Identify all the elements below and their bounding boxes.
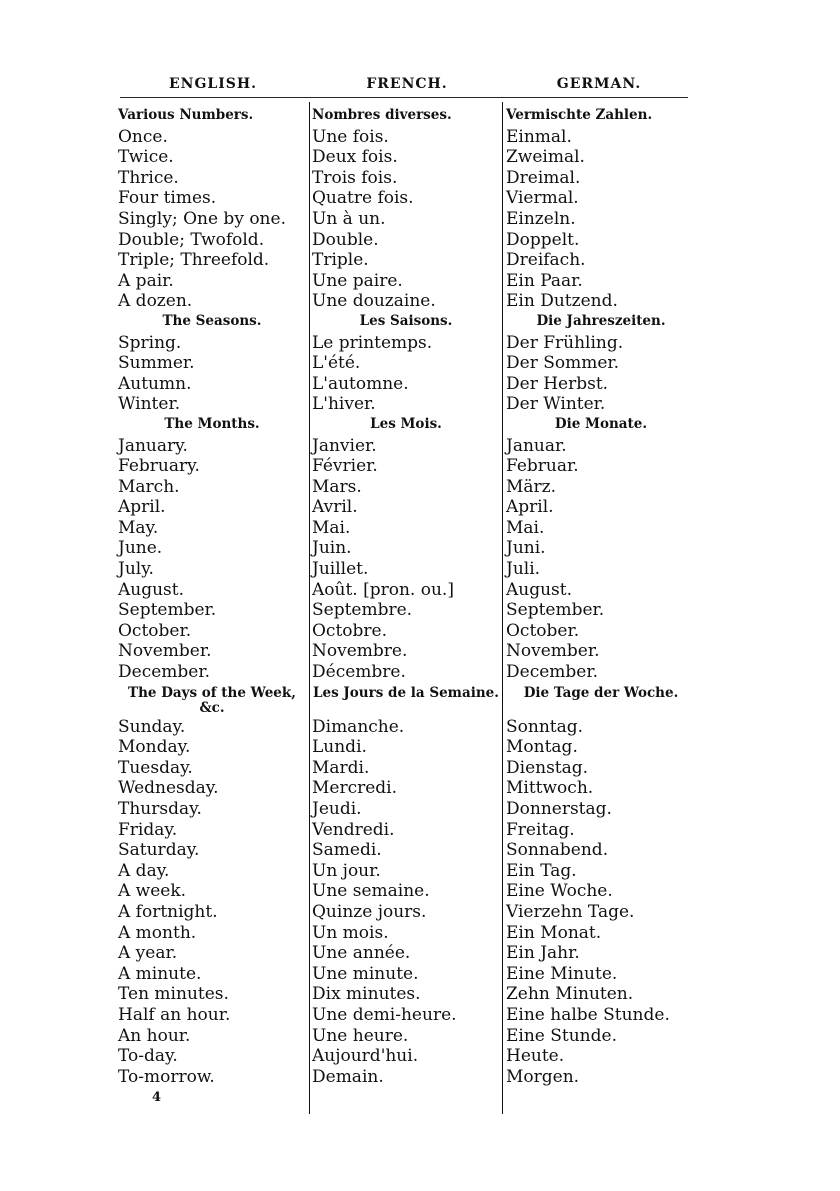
- entry-english: A minute.: [118, 963, 202, 984]
- entry-english: Twice.: [118, 147, 174, 168]
- entry-english: A year.: [118, 943, 178, 964]
- entry-english: Wednesday.: [118, 778, 219, 799]
- entry-german: März.: [506, 476, 557, 497]
- entry-english: A week.: [118, 881, 187, 902]
- entry-french: Une paire.: [312, 270, 403, 291]
- entry-french: L'hiver.: [312, 394, 376, 415]
- entry-french: Samedi.: [312, 840, 382, 861]
- entry-german: Doppelt.: [506, 229, 580, 250]
- german-column: [506, 106, 696, 1087]
- entry-english: December.: [118, 662, 210, 683]
- entry-english: November.: [118, 641, 212, 662]
- entry-german: Ein Paar.: [506, 270, 583, 291]
- entry-english: January.: [118, 435, 188, 456]
- entry-german: Mai.: [506, 517, 545, 538]
- entry-english: October.: [118, 620, 192, 641]
- section-title-days-french: Les Jours de la Semaine.: [313, 684, 499, 701]
- entry-french: Dix minutes.: [312, 984, 421, 1005]
- entry-german: Der Sommer.: [506, 353, 620, 374]
- entry-french: Un mois.: [312, 922, 389, 943]
- entry-german: Vierzehn Tage.: [506, 901, 635, 922]
- section-title-numbers-english: Various Numbers.: [118, 107, 254, 123]
- entry-english: A pair.: [118, 270, 174, 291]
- entry-german: Heute.: [506, 1046, 565, 1067]
- entry-english: June.: [118, 538, 163, 559]
- header-french: FRENCH.: [366, 76, 448, 92]
- section-title-numbers-french: Nombres diverses.: [312, 107, 452, 123]
- entry-german: Donnerstag.: [506, 799, 612, 819]
- entry-french: Une fois.: [312, 126, 389, 147]
- entry-german: Juli.: [506, 559, 541, 580]
- entry-german: September.: [506, 600, 605, 621]
- entry-french: Juillet.: [312, 559, 369, 580]
- entry-german: Einmal.: [506, 126, 572, 147]
- entry-german: Eine Woche.: [506, 881, 613, 902]
- entry-german: Montag.: [506, 737, 578, 758]
- entry-german: Zehn Minuten.: [506, 984, 634, 1005]
- entry-german: Viermal.: [506, 188, 579, 209]
- entry-german: Ein Jahr.: [506, 943, 580, 964]
- section-title-seasons-french: Les Saisons.: [359, 312, 453, 329]
- entry-german: Eine Stunde.: [506, 1025, 617, 1046]
- entry-german: December.: [506, 662, 598, 683]
- entry-french: Quatre fois.: [312, 188, 414, 209]
- entry-english: Summer.: [118, 353, 195, 374]
- entry-french: Aujourd'hui.: [312, 1046, 419, 1067]
- entry-french: Novembre.: [312, 641, 408, 662]
- entry-english: Triple; Threefold.: [118, 250, 270, 271]
- entry-german: Dreimal.: [506, 167, 581, 188]
- entry-english: Half an hour.: [118, 1004, 231, 1025]
- entry-french: Mardi.: [312, 757, 370, 778]
- entry-english: To-morrow.: [118, 1066, 215, 1087]
- entry-english: September.: [118, 600, 217, 621]
- entry-french: Mercredi.: [312, 778, 398, 799]
- entry-english: To-day.: [118, 1046, 178, 1067]
- section-title-numbers-german: Vermischte Zahlen.: [506, 107, 653, 123]
- entry-french: Une année.: [312, 943, 411, 964]
- entry-french: Lundi.: [312, 737, 367, 758]
- entry-german: Ein Tag.: [506, 860, 577, 881]
- entry-german: November.: [506, 641, 600, 662]
- entry-german: Juni.: [506, 538, 546, 559]
- entry-french: Double.: [312, 229, 379, 250]
- section-title-seasons-german: Die Jahreszeiten.: [536, 312, 666, 329]
- english-column: [118, 106, 306, 1087]
- entry-english: August.: [118, 579, 185, 600]
- entry-french: Avril.: [312, 497, 358, 518]
- section-title-months-english: The Months.: [164, 415, 260, 432]
- entry-french: Triple.: [312, 250, 369, 271]
- entry-english: A month.: [118, 922, 197, 943]
- entry-french: Septembre.: [312, 600, 413, 621]
- entry-english: Double; Twofold.: [118, 229, 265, 250]
- entry-english: May.: [118, 517, 159, 538]
- entry-english: Ten minutes.: [118, 984, 229, 1005]
- entry-english: Thrice.: [118, 167, 179, 188]
- entry-english: Spring.: [118, 332, 182, 353]
- entry-french: Le printemps.: [312, 332, 433, 353]
- entry-french: L'été.: [312, 353, 361, 374]
- entry-german: Februar.: [506, 456, 579, 477]
- entry-german: April.: [506, 497, 554, 518]
- entry-english: Singly; One by one.: [118, 208, 286, 229]
- header-english: ENGLISH.: [168, 76, 258, 92]
- entry-french: Vendredi.: [312, 819, 395, 840]
- entry-german: Der Winter.: [506, 394, 606, 415]
- entry-english: Four times.: [118, 188, 217, 209]
- entry-french: Quinze jours.: [312, 901, 427, 922]
- entry-german: Eine halbe Stunde.: [506, 1004, 670, 1025]
- entry-french: Août. [pron. ou.]: [312, 579, 454, 600]
- header-german: GERMAN.: [556, 76, 642, 92]
- entry-german: October.: [506, 620, 580, 641]
- section-title-months-french: Les Mois.: [370, 415, 442, 432]
- entry-german: Dreifach.: [506, 250, 586, 271]
- entry-french: Une heure.: [312, 1025, 409, 1046]
- entry-french: Deux fois.: [312, 147, 398, 168]
- entry-german: August.: [506, 579, 573, 600]
- entry-english: A dozen.: [118, 291, 193, 312]
- entry-english: A fortnight.: [118, 901, 218, 922]
- entry-english: Autumn.: [118, 373, 192, 394]
- entry-french: Décembre.: [312, 662, 406, 683]
- entry-german: Freitag.: [506, 819, 575, 840]
- entry-english: A day.: [118, 860, 170, 881]
- french-column: [312, 106, 500, 1087]
- entry-english: April.: [118, 497, 166, 518]
- entry-english: Saturday.: [118, 840, 200, 861]
- entry-french: Demain.: [312, 1066, 384, 1087]
- entry-french: Une semaine.: [312, 881, 430, 902]
- entry-french: Octobre.: [312, 620, 387, 641]
- entry-english: An hour.: [118, 1025, 191, 1046]
- entry-french: Un à un.: [312, 208, 386, 229]
- entry-french: Une douzaine.: [312, 291, 436, 312]
- entry-german: Ein Monat.: [506, 922, 602, 943]
- section-title-seasons-english: The Seasons.: [162, 312, 262, 329]
- entry-german: Der Herbst.: [506, 373, 609, 394]
- entry-english: Thursday.: [118, 799, 202, 819]
- entry-french: Juin.: [312, 538, 352, 559]
- column-divider-1: [309, 102, 310, 1114]
- entry-french: Mai.: [312, 517, 351, 538]
- entry-german: Eine Minute.: [506, 963, 618, 984]
- entry-french: Février.: [312, 456, 378, 477]
- entry-english: Friday.: [118, 819, 178, 840]
- entry-french: Un jour.: [312, 860, 381, 881]
- section-title-days-english: The Days of the Week, &c.: [128, 684, 296, 716]
- entry-french: Dimanche.: [312, 716, 405, 737]
- page-number: 4: [152, 1090, 162, 1105]
- entry-english: Winter.: [118, 394, 181, 415]
- entry-german: Der Frühling.: [506, 332, 624, 353]
- entry-english: March.: [118, 476, 180, 497]
- entry-english: February.: [118, 456, 200, 477]
- entry-german: Sonnabend.: [506, 840, 609, 861]
- section-title-months-german: Die Monate.: [554, 415, 648, 432]
- entry-french: Une minute.: [312, 963, 419, 984]
- entry-german: Mittwoch.: [506, 778, 594, 799]
- entry-english: Once.: [118, 126, 168, 147]
- entry-english: Sunday.: [118, 716, 186, 737]
- entry-german: Sonntag.: [506, 716, 584, 737]
- entry-english: Monday.: [118, 737, 191, 758]
- entry-english: Tuesday.: [118, 757, 193, 778]
- entry-german: Ein Dutzend.: [506, 291, 618, 312]
- section-title-days-german: Die Tage der Woche.: [523, 684, 679, 701]
- entry-french: Trois fois.: [312, 167, 398, 188]
- column-divider-2: [502, 102, 503, 1114]
- entry-german: Zweimal.: [506, 147, 585, 168]
- entry-french: L'automne.: [312, 373, 409, 394]
- entry-german: Morgen.: [506, 1066, 580, 1087]
- entry-german: Dienstag.: [506, 757, 589, 778]
- entry-french: Jeudi.: [312, 799, 362, 819]
- entry-french: Une demi-heure.: [312, 1004, 457, 1025]
- entry-german: Einzeln.: [506, 208, 576, 229]
- entry-french: Janvier.: [312, 435, 377, 456]
- header-rule: [120, 97, 688, 98]
- entry-french: Mars.: [312, 476, 362, 497]
- entry-english: July.: [118, 559, 154, 580]
- entry-german: Januar.: [506, 435, 567, 456]
